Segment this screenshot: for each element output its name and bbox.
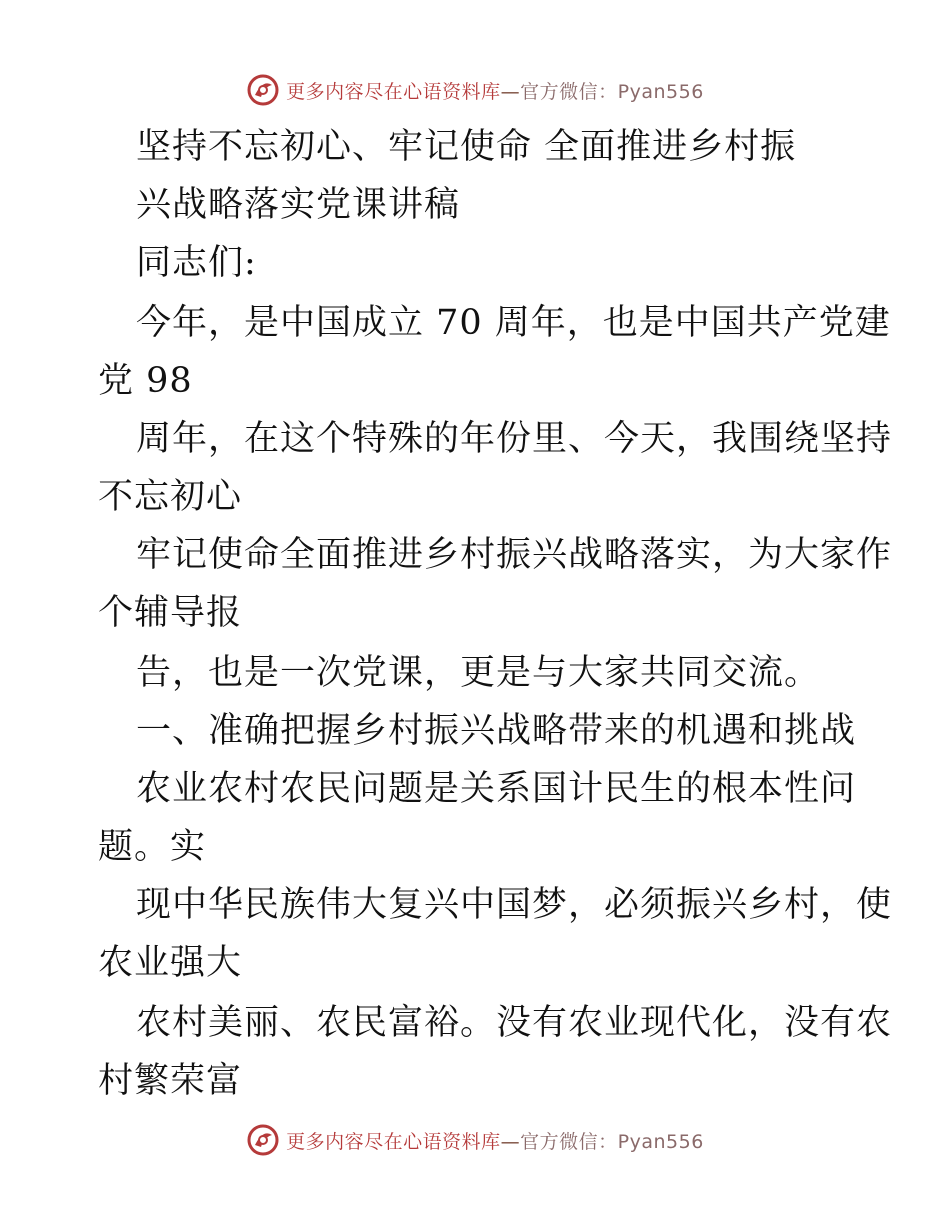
- document-title-line-2: 兴战略落实党课讲稿: [136, 185, 461, 225]
- red-swirl-logo-icon: [246, 73, 280, 107]
- body-line: 党 98: [98, 361, 193, 401]
- body-line: 题。实: [98, 827, 207, 867]
- salutation: 同志们:: [136, 243, 257, 283]
- body-line: 今年，是中国成立 70 周年，也是中国共产党建: [136, 303, 891, 343]
- banner-wechat: 官方微信：Pyan556: [520, 1130, 704, 1153]
- body-line: 村繁荣富: [98, 1061, 243, 1101]
- section-heading: 一、准确把握乡村振兴战略带来的机遇和挑战: [136, 711, 857, 751]
- body-line: 农业农村农民问题是关系国计民生的根本性问: [136, 769, 857, 809]
- body-line: 告，也是一次党课，更是与大家共同交流。: [136, 653, 821, 693]
- banner-separator: —: [500, 80, 521, 103]
- header-watermark-banner: [0, 70, 950, 110]
- banner-text-main: 更多内容尽在心语资料库: [286, 80, 501, 103]
- footer-watermark-banner: [0, 1120, 950, 1160]
- document-title-line-1: 坚持不忘初心、牢记使命 全面推进乡村振: [136, 127, 797, 167]
- body-line: 农村美丽、农民富裕。没有农业现代化，没有农: [136, 1003, 893, 1043]
- banner-wechat: 官方微信：Pyan556: [520, 80, 704, 103]
- banner-separator: —: [500, 1130, 521, 1153]
- banner-text: [286, 1127, 704, 1154]
- body-line: 周年，在这个特殊的年份里、今天，我围绕坚持: [136, 419, 893, 459]
- banner-text: [286, 77, 704, 104]
- body-line: 个辅导报: [98, 593, 243, 633]
- red-swirl-logo-icon: [246, 1123, 280, 1157]
- body-line: 农业强大: [98, 943, 243, 983]
- body-line: 现中华民族伟大复兴中国梦，必须振兴乡村，使: [136, 885, 893, 925]
- body-line: 牢记使命全面推进乡村振兴战略落实，为大家作: [136, 535, 893, 575]
- body-line: 不忘初心: [98, 477, 243, 517]
- banner-text-main: 更多内容尽在心语资料库: [286, 1130, 501, 1153]
